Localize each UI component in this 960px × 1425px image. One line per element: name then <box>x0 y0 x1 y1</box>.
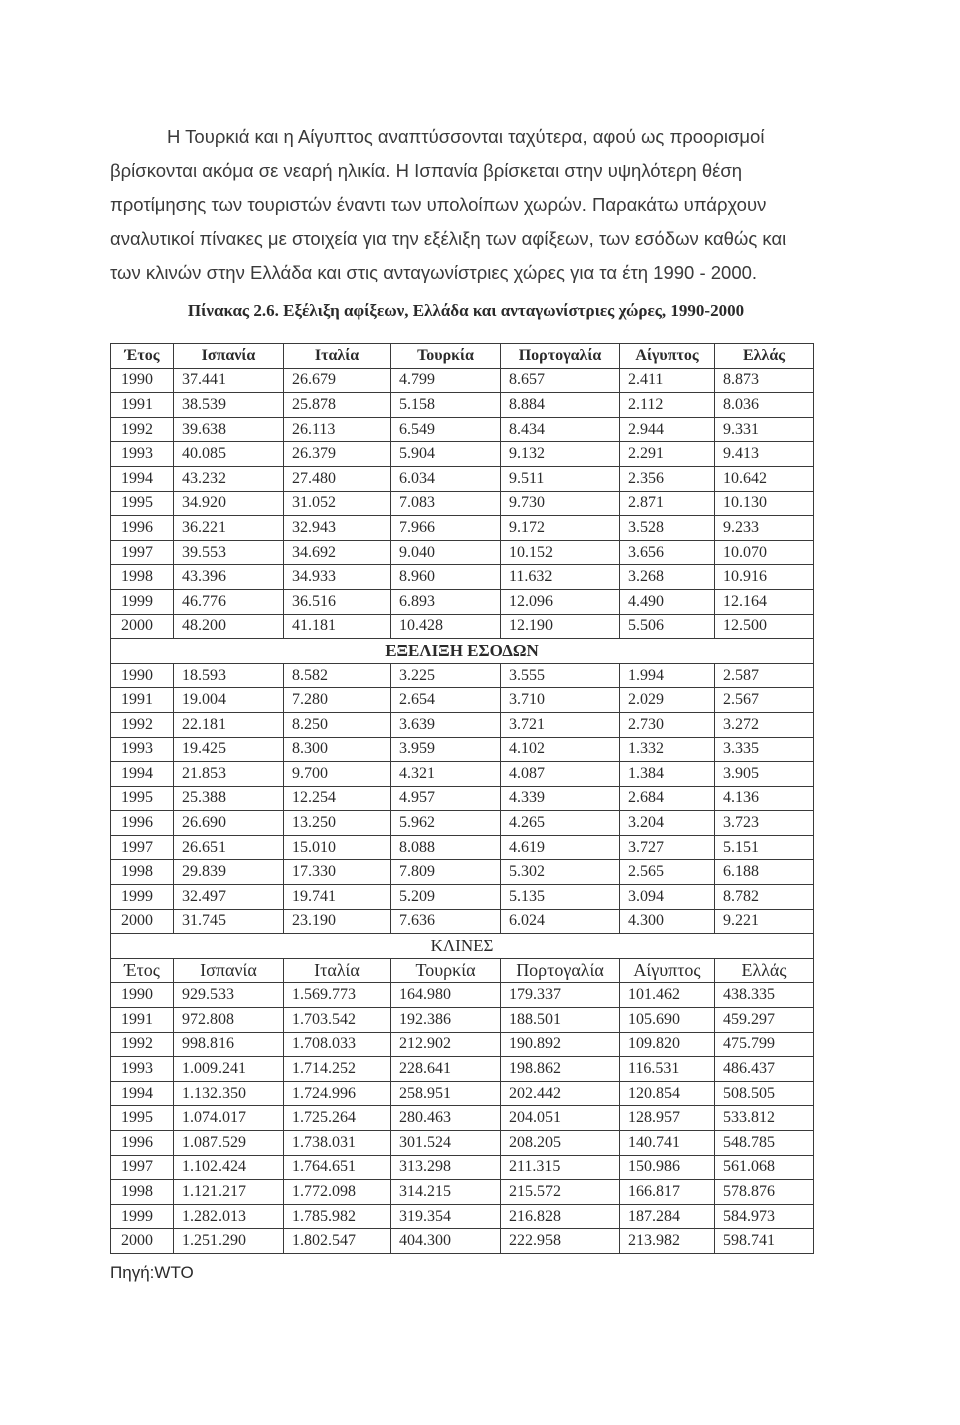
value-cell: 1.121.217 <box>174 1180 284 1205</box>
value-cell: 1.802.547 <box>284 1229 391 1254</box>
column-header: Ιταλία <box>284 958 391 983</box>
value-cell: 3.710 <box>501 688 620 713</box>
year-cell: 1990 <box>111 983 174 1008</box>
value-cell: 26.679 <box>284 368 391 393</box>
value-cell: 1.132.350 <box>174 1081 284 1106</box>
value-cell: 5.962 <box>391 811 501 836</box>
value-cell: 31.052 <box>284 491 391 516</box>
value-cell: 179.337 <box>501 983 620 1008</box>
value-cell: 2.112 <box>620 393 715 418</box>
column-header: Ελλάς <box>715 958 814 983</box>
value-cell: 4.321 <box>391 762 501 787</box>
section-title-row <box>111 934 814 959</box>
value-cell: 192.386 <box>391 1008 501 1033</box>
year-cell: 1991 <box>111 688 174 713</box>
value-cell: 8.582 <box>284 663 391 688</box>
value-cell: 5.209 <box>391 885 501 910</box>
value-cell: 36.221 <box>174 516 284 541</box>
year-cell: 1991 <box>111 393 174 418</box>
value-cell: 211.315 <box>501 1155 620 1180</box>
value-cell: 18.593 <box>174 663 284 688</box>
value-cell: 929.533 <box>174 983 284 1008</box>
value-cell: 404.300 <box>391 1229 501 1254</box>
value-cell: 9.132 <box>501 442 620 467</box>
year-cell: 1994 <box>111 466 174 491</box>
table-row <box>111 516 814 541</box>
table-row <box>111 540 814 565</box>
value-cell: 10.642 <box>715 466 814 491</box>
table-row <box>111 860 814 885</box>
value-cell: 166.817 <box>620 1180 715 1205</box>
value-cell: 508.505 <box>715 1081 814 1106</box>
value-cell: 9.511 <box>501 466 620 491</box>
year-cell: 1997 <box>111 835 174 860</box>
value-cell: 2.291 <box>620 442 715 467</box>
value-cell: 222.958 <box>501 1229 620 1254</box>
value-cell: 2.730 <box>620 712 715 737</box>
value-cell: 6.549 <box>391 417 501 442</box>
value-cell: 8.782 <box>715 885 814 910</box>
value-cell: 21.853 <box>174 762 284 787</box>
value-cell: 3.204 <box>620 811 715 836</box>
column-header: Ελλάς <box>715 344 814 369</box>
value-cell: 2.684 <box>620 786 715 811</box>
value-cell: 486.437 <box>715 1057 814 1082</box>
year-cell: 1999 <box>111 1204 174 1229</box>
value-cell: 3.225 <box>391 663 501 688</box>
table-row <box>111 1131 814 1156</box>
value-cell: 25.878 <box>284 393 391 418</box>
value-cell: 105.690 <box>620 1008 715 1033</box>
value-cell: 2.944 <box>620 417 715 442</box>
table-row <box>111 1008 814 1033</box>
value-cell: 8.300 <box>284 737 391 762</box>
table-row <box>111 885 814 910</box>
value-cell: 475.799 <box>715 1032 814 1057</box>
value-cell: 120.854 <box>620 1081 715 1106</box>
value-cell: 9.221 <box>715 909 814 934</box>
column-header: Τουρκία <box>391 958 501 983</box>
year-cell: 1998 <box>111 860 174 885</box>
paragraph-line: προτίμησης των τουριστών έναντι των υπολοίπων χωρών. Παρακάτω υπάρχουν <box>110 194 767 215</box>
value-cell: 46.776 <box>174 589 284 614</box>
value-cell: 8.960 <box>391 565 501 590</box>
year-cell: 1992 <box>111 712 174 737</box>
value-cell: 27.480 <box>284 466 391 491</box>
value-cell: 39.553 <box>174 540 284 565</box>
value-cell: 23.190 <box>284 909 391 934</box>
year-cell: 1994 <box>111 1081 174 1106</box>
value-cell: 1.785.982 <box>284 1204 391 1229</box>
value-cell: 2.356 <box>620 466 715 491</box>
value-cell: 459.297 <box>715 1008 814 1033</box>
value-cell: 1.251.290 <box>174 1229 284 1254</box>
table-row <box>111 1180 814 1205</box>
table-row <box>111 663 814 688</box>
value-cell: 2.587 <box>715 663 814 688</box>
value-cell: 6.034 <box>391 466 501 491</box>
table-row <box>111 589 814 614</box>
table-row <box>111 1057 814 1082</box>
year-cell: 1995 <box>111 491 174 516</box>
value-cell: 1.725.264 <box>284 1106 391 1131</box>
value-cell: 1.714.252 <box>284 1057 391 1082</box>
year-cell: 1995 <box>111 786 174 811</box>
year-cell: 2000 <box>111 1229 174 1254</box>
value-cell: 4.136 <box>715 786 814 811</box>
year-cell: 1998 <box>111 1180 174 1205</box>
value-cell: 15.010 <box>284 835 391 860</box>
value-cell: 4.619 <box>501 835 620 860</box>
year-cell: 1993 <box>111 737 174 762</box>
value-cell: 10.130 <box>715 491 814 516</box>
value-cell: 258.951 <box>391 1081 501 1106</box>
value-cell: 1.994 <box>620 663 715 688</box>
value-cell: 319.354 <box>391 1204 501 1229</box>
value-cell: 4.799 <box>391 368 501 393</box>
value-cell: 8.434 <box>501 417 620 442</box>
value-cell: 8.036 <box>715 393 814 418</box>
value-cell: 8.250 <box>284 712 391 737</box>
table-row <box>111 1032 814 1057</box>
column-header: Πορτογαλία <box>501 958 620 983</box>
table-row <box>111 909 814 934</box>
value-cell: 43.396 <box>174 565 284 590</box>
value-cell: 998.816 <box>174 1032 284 1057</box>
section-title: ΚΛΙΝΕΣ <box>111 934 814 959</box>
value-cell: 10.916 <box>715 565 814 590</box>
value-cell: 4.957 <box>391 786 501 811</box>
value-cell: 3.094 <box>620 885 715 910</box>
value-cell: 109.820 <box>620 1032 715 1057</box>
value-cell: 213.982 <box>620 1229 715 1254</box>
value-cell: 8.884 <box>501 393 620 418</box>
value-cell: 4.490 <box>620 589 715 614</box>
table-caption: Πίνακας 2.6. Εξέλιξη αφίξεων, Ελλάδα και ανταγωνίστριες χώρες, 1990-2000 <box>187 301 745 320</box>
value-cell: 5.158 <box>391 393 501 418</box>
value-cell: 3.727 <box>620 835 715 860</box>
column-header: Ιταλία <box>284 344 391 369</box>
table-row <box>111 442 814 467</box>
value-cell: 9.331 <box>715 417 814 442</box>
value-cell: 17.330 <box>284 860 391 885</box>
value-cell: 7.083 <box>391 491 501 516</box>
value-cell: 212.902 <box>391 1032 501 1057</box>
value-cell: 101.462 <box>620 983 715 1008</box>
year-cell: 1991 <box>111 1008 174 1033</box>
table-row <box>111 762 814 787</box>
year-cell: 1993 <box>111 1057 174 1082</box>
value-cell: 3.528 <box>620 516 715 541</box>
year-cell: 1990 <box>111 663 174 688</box>
value-cell: 1.074.017 <box>174 1106 284 1131</box>
column-header: Πορτογαλία <box>501 344 620 369</box>
value-cell: 5.135 <box>501 885 620 910</box>
value-cell: 1.087.529 <box>174 1131 284 1156</box>
section-title: ΕΞΕΛΙΞΗ ΕΣΟΔΩΝ <box>111 639 814 664</box>
value-cell: 3.555 <box>501 663 620 688</box>
paragraph-line: αναλυτικοί πίνακες με στοιχεία για την εξέλιξη των αφίξεων, των εσόδων καθώς και <box>110 228 787 249</box>
year-cell: 2000 <box>111 614 174 639</box>
value-cell: 1.738.031 <box>284 1131 391 1156</box>
year-cell: 1996 <box>111 811 174 836</box>
value-cell: 32.497 <box>174 885 284 910</box>
value-cell: 19.004 <box>174 688 284 713</box>
value-cell: 5.904 <box>391 442 501 467</box>
value-cell: 48.200 <box>174 614 284 639</box>
value-cell: 3.268 <box>620 565 715 590</box>
value-cell: 2.871 <box>620 491 715 516</box>
value-cell: 13.250 <box>284 811 391 836</box>
value-cell: 202.442 <box>501 1081 620 1106</box>
value-cell: 9.233 <box>715 516 814 541</box>
value-cell: 972.808 <box>174 1008 284 1033</box>
paragraph-line: βρίσκονται ακόμα σε νεαρή ηλικία. Η Ισπανία βρίσκεται στην υψηλότερη θέση <box>110 160 743 181</box>
intro-paragraph <box>110 120 822 290</box>
value-cell: 43.232 <box>174 466 284 491</box>
value-cell: 9.040 <box>391 540 501 565</box>
value-cell: 26.113 <box>284 417 391 442</box>
table-row <box>111 983 814 1008</box>
value-cell: 1.102.424 <box>174 1155 284 1180</box>
value-cell: 9.730 <box>501 491 620 516</box>
value-cell: 7.966 <box>391 516 501 541</box>
value-cell: 561.068 <box>715 1155 814 1180</box>
value-cell: 438.335 <box>715 983 814 1008</box>
value-cell: 37.441 <box>174 368 284 393</box>
value-cell: 12.096 <box>501 589 620 614</box>
value-cell: 34.920 <box>174 491 284 516</box>
table-row <box>111 1229 814 1254</box>
value-cell: 2.029 <box>620 688 715 713</box>
value-cell: 3.721 <box>501 712 620 737</box>
table-row <box>111 811 814 836</box>
value-cell: 7.280 <box>284 688 391 713</box>
value-cell: 1.282.013 <box>174 1204 284 1229</box>
statistics-table <box>110 343 814 1254</box>
table-header-row <box>111 344 814 369</box>
value-cell: 150.986 <box>620 1155 715 1180</box>
value-cell: 198.862 <box>501 1057 620 1082</box>
table-row <box>111 466 814 491</box>
table-row <box>111 417 814 442</box>
column-header: Έτος <box>111 344 174 369</box>
value-cell: 5.151 <box>715 835 814 860</box>
value-cell: 29.839 <box>174 860 284 885</box>
value-cell: 4.300 <box>620 909 715 934</box>
value-cell: 6.893 <box>391 589 501 614</box>
value-cell: 5.506 <box>620 614 715 639</box>
year-cell: 1997 <box>111 1155 174 1180</box>
column-header: Αίγυπτος <box>620 344 715 369</box>
value-cell: 6.024 <box>501 909 620 934</box>
year-cell: 1995 <box>111 1106 174 1131</box>
table-row <box>111 1106 814 1131</box>
table-row <box>111 712 814 737</box>
value-cell: 3.723 <box>715 811 814 836</box>
value-cell: 1.764.651 <box>284 1155 391 1180</box>
value-cell: 32.943 <box>284 516 391 541</box>
year-cell: 1997 <box>111 540 174 565</box>
column-header: Έτος <box>111 958 174 983</box>
value-cell: 187.284 <box>620 1204 715 1229</box>
column-header: Αίγυπτος <box>620 958 715 983</box>
value-cell: 116.531 <box>620 1057 715 1082</box>
value-cell: 12.254 <box>284 786 391 811</box>
year-cell: 1996 <box>111 516 174 541</box>
value-cell: 4.265 <box>501 811 620 836</box>
table-row <box>111 368 814 393</box>
value-cell: 10.428 <box>391 614 501 639</box>
value-cell: 2.567 <box>715 688 814 713</box>
year-cell: 1993 <box>111 442 174 467</box>
value-cell: 280.463 <box>391 1106 501 1131</box>
value-cell: 3.272 <box>715 712 814 737</box>
value-cell: 19.425 <box>174 737 284 762</box>
value-cell: 533.812 <box>715 1106 814 1131</box>
value-cell: 8.873 <box>715 368 814 393</box>
column-header: Τουρκία <box>391 344 501 369</box>
year-cell: 1990 <box>111 368 174 393</box>
value-cell: 7.636 <box>391 909 501 934</box>
value-cell: 2.654 <box>391 688 501 713</box>
value-cell: 1.724.996 <box>284 1081 391 1106</box>
value-cell: 1.708.033 <box>284 1032 391 1057</box>
value-cell: 164.980 <box>391 983 501 1008</box>
table-row <box>111 737 814 762</box>
table-header-row <box>111 958 814 983</box>
value-cell: 10.152 <box>501 540 620 565</box>
source-note: Πηγή:WTO <box>110 1263 194 1282</box>
value-cell: 314.215 <box>391 1180 501 1205</box>
value-cell: 8.657 <box>501 368 620 393</box>
value-cell: 215.572 <box>501 1180 620 1205</box>
table-row <box>111 565 814 590</box>
year-cell: 2000 <box>111 909 174 934</box>
value-cell: 12.164 <box>715 589 814 614</box>
value-cell: 598.741 <box>715 1229 814 1254</box>
value-cell: 190.892 <box>501 1032 620 1057</box>
table-row <box>111 491 814 516</box>
value-cell: 2.411 <box>620 368 715 393</box>
value-cell: 3.656 <box>620 540 715 565</box>
table-row <box>111 1155 814 1180</box>
value-cell: 313.298 <box>391 1155 501 1180</box>
value-cell: 548.785 <box>715 1131 814 1156</box>
value-cell: 188.501 <box>501 1008 620 1033</box>
value-cell: 208.205 <box>501 1131 620 1156</box>
paragraph-line: των κλινών στην Ελλάδα και στις ανταγωνίστριες χώρες για τα έτη 1990 - 2000. <box>110 262 758 283</box>
value-cell: 216.828 <box>501 1204 620 1229</box>
value-cell: 4.102 <box>501 737 620 762</box>
value-cell: 1.332 <box>620 737 715 762</box>
value-cell: 4.087 <box>501 762 620 787</box>
value-cell: 9.172 <box>501 516 620 541</box>
value-cell: 25.388 <box>174 786 284 811</box>
value-cell: 578.876 <box>715 1180 814 1205</box>
value-cell: 19.741 <box>284 885 391 910</box>
value-cell: 6.188 <box>715 860 814 885</box>
value-cell: 4.339 <box>501 786 620 811</box>
value-cell: 204.051 <box>501 1106 620 1131</box>
year-cell: 1999 <box>111 885 174 910</box>
table-row <box>111 1081 814 1106</box>
year-cell: 1999 <box>111 589 174 614</box>
table-row <box>111 786 814 811</box>
value-cell: 228.641 <box>391 1057 501 1082</box>
value-cell: 40.085 <box>174 442 284 467</box>
value-cell: 128.957 <box>620 1106 715 1131</box>
value-cell: 3.639 <box>391 712 501 737</box>
value-cell: 1.772.098 <box>284 1180 391 1205</box>
value-cell: 34.692 <box>284 540 391 565</box>
value-cell: 22.181 <box>174 712 284 737</box>
value-cell: 26.690 <box>174 811 284 836</box>
value-cell: 140.741 <box>620 1131 715 1156</box>
value-cell: 5.302 <box>501 860 620 885</box>
value-cell: 9.700 <box>284 762 391 787</box>
value-cell: 1.009.241 <box>174 1057 284 1082</box>
year-cell: 1992 <box>111 1032 174 1057</box>
value-cell: 12.500 <box>715 614 814 639</box>
column-header: Ισπανία <box>174 344 284 369</box>
value-cell: 1.569.773 <box>284 983 391 1008</box>
table-row <box>111 393 814 418</box>
table-row <box>111 1204 814 1229</box>
section-title-row <box>111 639 814 664</box>
value-cell: 301.524 <box>391 1131 501 1156</box>
value-cell: 31.745 <box>174 909 284 934</box>
value-cell: 34.933 <box>284 565 391 590</box>
table-row <box>111 614 814 639</box>
value-cell: 39.638 <box>174 417 284 442</box>
value-cell: 584.973 <box>715 1204 814 1229</box>
value-cell: 7.809 <box>391 860 501 885</box>
year-cell: 1994 <box>111 762 174 787</box>
value-cell: 1.384 <box>620 762 715 787</box>
value-cell: 26.651 <box>174 835 284 860</box>
value-cell: 3.905 <box>715 762 814 787</box>
value-cell: 26.379 <box>284 442 391 467</box>
year-cell: 1996 <box>111 1131 174 1156</box>
value-cell: 11.632 <box>501 565 620 590</box>
value-cell: 41.181 <box>284 614 391 639</box>
value-cell: 1.703.542 <box>284 1008 391 1033</box>
paragraph-line: Η Τουρκιά και η Αίγυπτος αναπτύσσονται ταχύτερα, αφού ως προορισμοί <box>167 126 765 147</box>
value-cell: 9.413 <box>715 442 814 467</box>
table-row <box>111 835 814 860</box>
column-header: Ισπανία <box>174 958 284 983</box>
value-cell: 38.539 <box>174 393 284 418</box>
value-cell: 3.335 <box>715 737 814 762</box>
table-row <box>111 688 814 713</box>
value-cell: 36.516 <box>284 589 391 614</box>
value-cell: 10.070 <box>715 540 814 565</box>
value-cell: 2.565 <box>620 860 715 885</box>
value-cell: 8.088 <box>391 835 501 860</box>
year-cell: 1998 <box>111 565 174 590</box>
value-cell: 12.190 <box>501 614 620 639</box>
year-cell: 1992 <box>111 417 174 442</box>
value-cell: 3.959 <box>391 737 501 762</box>
